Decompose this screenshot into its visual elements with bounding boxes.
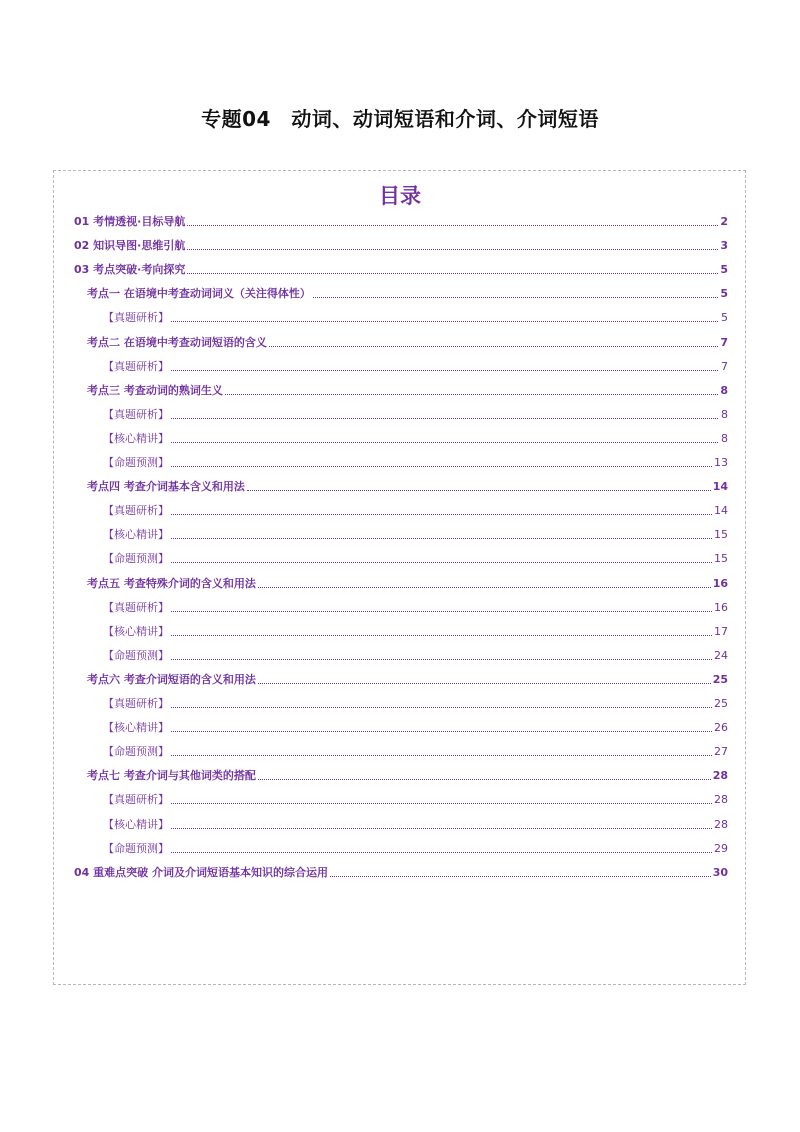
toc-dot-leader — [269, 346, 718, 347]
toc-entry-page-number: 14 — [712, 480, 728, 494]
toc-entry[interactable] — [87, 574, 728, 590]
toc-dot-leader — [171, 852, 712, 853]
toc-entry-page-number: 5 — [720, 287, 728, 301]
toc-dot-leader — [171, 538, 712, 539]
toc-entry-label: 【命题预测】 — [103, 841, 169, 855]
toc-entry-label: 考点六 考查介词短语的含义和用法 — [87, 672, 256, 686]
toc-entry-page-number: 29 — [714, 841, 728, 855]
toc-dot-leader — [330, 876, 711, 877]
toc-dot-leader — [171, 803, 712, 804]
toc-entry[interactable] — [103, 646, 728, 662]
toc-entry-label: 【核心精讲】 — [103, 721, 169, 735]
toc-entry-label: 考点三 考查动词的熟词生义 — [87, 383, 223, 397]
toc-entry-page-number: 16 — [714, 600, 728, 614]
toc-entry-label: 【真题研析】 — [103, 311, 169, 325]
toc-dot-leader — [258, 587, 711, 588]
toc-entry-label: 考点一 在语境中考查动词词义（关注得体性） — [87, 287, 311, 301]
toc-dot-leader — [171, 370, 718, 371]
toc-entry-label: 【核心精讲】 — [103, 431, 169, 445]
toc-entry-label: 【真题研析】 — [103, 407, 169, 421]
toc-dot-leader — [187, 273, 718, 274]
toc-dot-leader — [171, 562, 712, 563]
toc-dot-leader — [171, 731, 712, 732]
toc-entry-label: 01 考情透视·目标导航 — [74, 215, 186, 228]
toc-dot-leader — [171, 321, 718, 322]
toc-entry-page-number: 8 — [721, 431, 728, 445]
toc-entry[interactable] — [103, 453, 728, 469]
toc-entry[interactable] — [87, 284, 728, 300]
toc-entry-label: 【命题预测】 — [103, 648, 169, 662]
toc-dot-leader — [171, 659, 712, 660]
toc-entry-page-number: 24 — [714, 648, 728, 662]
toc-dot-leader — [258, 779, 711, 780]
toc-entry[interactable] — [103, 815, 728, 831]
toc-entry-label: 【真题研析】 — [103, 793, 169, 807]
toc-entry[interactable] — [87, 381, 728, 397]
toc-entry[interactable] — [103, 405, 728, 421]
toc-entry-page-number: 7 — [721, 359, 728, 373]
toc-entry[interactable] — [87, 670, 728, 686]
toc-dot-leader — [171, 755, 712, 756]
toc-entry-page-number: 2 — [720, 215, 728, 228]
document-title: 专题04 动词、动词短语和介词、介词短语 — [201, 107, 599, 131]
toc-entry-page-number: 14 — [714, 504, 728, 518]
toc-dot-leader — [258, 683, 711, 684]
toc-entry-label: 【命题预测】 — [103, 456, 169, 469]
toc-entry-page-number: 15 — [714, 528, 728, 542]
toc-entry[interactable] — [103, 839, 728, 855]
toc-entry-label: 考点二 在语境中考查动词短语的含义 — [87, 335, 267, 349]
toc-entry-label: 【核心精讲】 — [103, 528, 169, 542]
toc-entry[interactable] — [74, 260, 728, 276]
toc-entry-label: 考点四 考查介词基本含义和用法 — [87, 480, 245, 494]
toc-entry[interactable] — [74, 863, 728, 879]
toc-entry-page-number: 16 — [712, 576, 728, 590]
toc-entry-page-number: 25 — [714, 697, 728, 710]
toc-heading: 目录 — [379, 184, 421, 208]
toc-entry[interactable] — [103, 694, 728, 710]
toc-entry-label: 03 考点突破·考向探究 — [74, 263, 186, 277]
toc-entry-label: 【真题研析】 — [103, 359, 169, 373]
toc-entry-page-number: 17 — [714, 624, 728, 638]
toc-entry[interactable] — [103, 790, 728, 806]
toc-entry-label: 【真题研析】 — [103, 600, 169, 614]
toc-entry-page-number: 26 — [714, 721, 728, 735]
toc-dot-leader — [171, 442, 718, 443]
toc-entry-page-number: 5 — [720, 263, 728, 277]
toc-entry-label: 02 知识导图·思维引航 — [74, 239, 186, 253]
toc-entry-page-number: 7 — [720, 335, 728, 349]
toc-entry-page-number: 8 — [720, 383, 728, 397]
toc-entry-label: 【命题预测】 — [103, 745, 169, 759]
toc-entry[interactable] — [103, 622, 728, 638]
toc-dot-leader — [247, 490, 711, 491]
toc-dot-leader — [187, 249, 718, 250]
toc-entry-page-number: 27 — [714, 745, 728, 759]
toc-dot-leader — [225, 394, 718, 395]
toc-entry-label: 【真题研析】 — [103, 504, 169, 518]
toc-entry-page-number: 28 — [712, 769, 728, 783]
toc-entry[interactable] — [87, 477, 728, 493]
toc-entry-label: 【真题研析】 — [103, 697, 169, 710]
toc-entry[interactable] — [74, 236, 728, 252]
toc-dot-leader — [171, 418, 718, 419]
toc-dot-leader — [187, 225, 718, 226]
toc-dot-leader — [313, 297, 718, 298]
toc-entry[interactable] — [103, 357, 728, 373]
toc-entry-label: 【命题预测】 — [103, 552, 169, 566]
toc-entry[interactable] — [87, 333, 728, 349]
toc-entry[interactable] — [74, 212, 728, 228]
toc-entry[interactable] — [103, 742, 728, 758]
toc-entry-page-number: 3 — [720, 239, 728, 253]
toc-entry-label: 考点七 考查介词与其他词类的搭配 — [87, 769, 256, 783]
toc-entry-label: 考点五 考查特殊介词的含义和用法 — [87, 576, 256, 590]
toc-dot-leader — [171, 828, 712, 829]
toc-entry-page-number: 5 — [721, 311, 728, 325]
toc-dot-leader — [171, 635, 712, 636]
toc-entry-page-number: 15 — [714, 552, 728, 566]
toc-entry[interactable] — [103, 525, 728, 541]
toc-entry[interactable] — [103, 429, 728, 445]
toc-entry-page-number: 30 — [712, 865, 728, 879]
toc-entry-page-number: 25 — [712, 672, 728, 686]
toc-entry-page-number: 8 — [721, 407, 728, 421]
toc-entry-label: 【核心精讲】 — [103, 624, 169, 638]
toc-entry-page-number: 13 — [714, 456, 728, 469]
toc-entry[interactable] — [87, 766, 728, 782]
toc-entry-label: 04 重难点突破 介词及介词短语基本知识的综合运用 — [74, 865, 328, 879]
toc-entry[interactable] — [103, 501, 728, 517]
toc-dot-leader — [171, 707, 712, 708]
toc-entry-label: 【核心精讲】 — [103, 817, 169, 831]
toc-dot-leader — [171, 466, 712, 467]
toc-entry[interactable] — [103, 308, 728, 324]
toc-entry[interactable] — [103, 718, 728, 734]
toc-entry-page-number: 28 — [714, 817, 728, 831]
toc-entry[interactable] — [103, 598, 728, 614]
toc-dot-leader — [171, 514, 712, 515]
toc-entry-page-number: 28 — [714, 793, 728, 807]
toc-dot-leader — [171, 611, 712, 612]
toc-entry[interactable] — [103, 549, 728, 565]
